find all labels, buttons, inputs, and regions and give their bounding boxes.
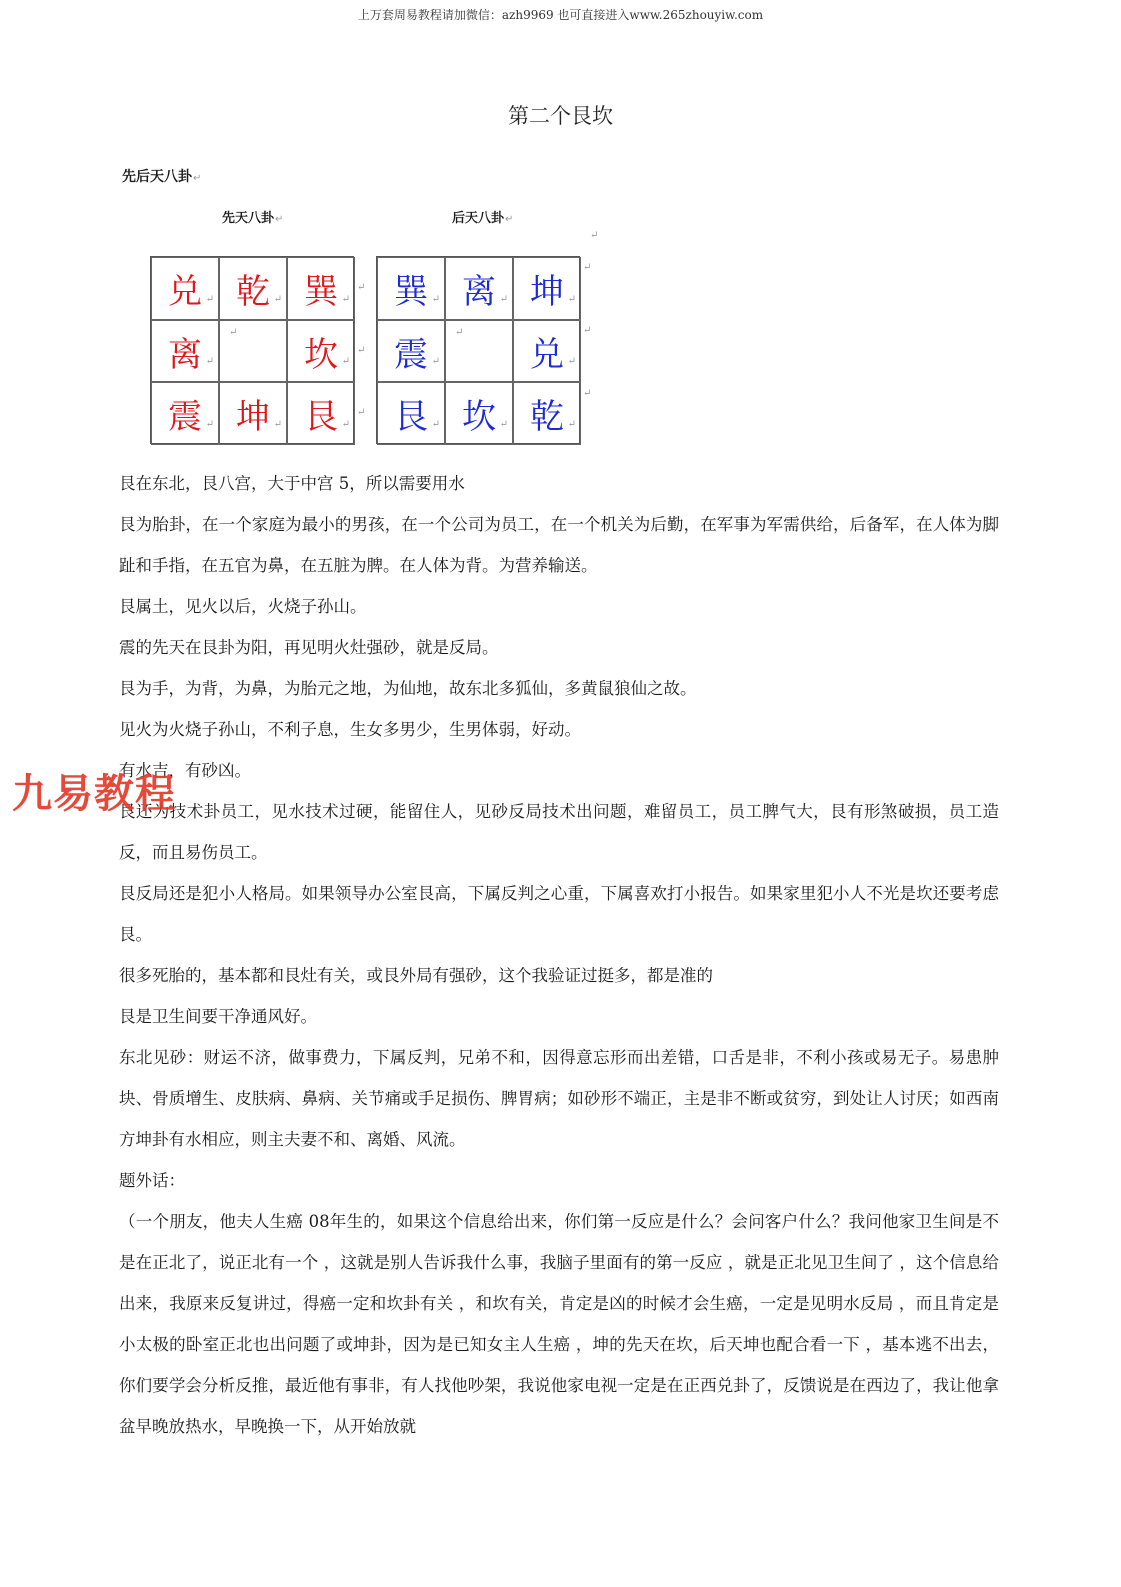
return-mark-icon: ↵ (499, 294, 508, 305)
return-mark-icon: ↵ (205, 356, 214, 367)
return-mark-icon: ↵ (455, 327, 464, 338)
return-mark-icon: ↵ (431, 356, 440, 367)
page-title: 第二个艮坎 (508, 104, 613, 128)
xiantian-cell-li (151, 320, 219, 382)
paragraph: 艮是卫生间要干净通风好。 (119, 1007, 317, 1026)
return-mark-icon: ↵ (431, 294, 440, 305)
xiantian-cell-xun (287, 257, 355, 320)
xiantian-label-text: 先天八卦 (222, 211, 275, 226)
paragraph: 东北见砂：财运不济，做事费力，下属反判，兄弟不和，因得意忘形而出差错，口舌是非，不利小孩或易无子。易患肿块、骨质增生、皮肤病、鼻病、关节痛或手足损伤、脾胃病；如砂形不端正，主是非不断或贫穷，到处让人讨厌；如西南方坤卦有水相应，则主夫妻不和、离婚、风流。 (119, 1048, 999, 1149)
return-mark-icon: ↵ (229, 327, 238, 338)
trigram-label: 坎 (462, 397, 496, 437)
trigram-label: 乾 (530, 397, 564, 437)
return-mark-icon: ↵ (273, 294, 282, 305)
return-mark-icon: ↵ (583, 262, 592, 273)
xiantian-label (222, 207, 283, 226)
return-mark-icon: ↵ (567, 419, 576, 430)
paragraph: 艮属土，见火以后，火烧子孙山。 (119, 597, 367, 616)
paragraph: 震的先天在艮卦为阳，再见明火灶强砂，就是反局。 (119, 638, 499, 657)
trigram-label: 艮 (304, 397, 338, 437)
trigram-label: 巽 (394, 272, 428, 312)
return-mark-icon: ↵ (505, 214, 514, 225)
trigram-label: 坎 (304, 334, 338, 375)
houtian-cell-center (445, 320, 513, 382)
body-text (119, 463, 999, 1447)
return-mark-icon: ↵ (567, 356, 576, 367)
return-mark-icon: ↵ (205, 419, 214, 430)
trigram-label: 坤 (530, 272, 564, 312)
trigram-label: 乾 (236, 272, 270, 312)
houtian-cell-zhen (377, 320, 445, 382)
return-mark-icon: ↵ (341, 356, 350, 367)
paragraph: 见火为火烧子孙山，不利子息，生女多男少，生男体弱，好动。 (119, 720, 581, 739)
return-mark-icon: ↵ (583, 325, 592, 336)
houtian-label-text: 后天八卦 (452, 211, 505, 226)
paragraph: 艮反局还是犯小人格局。如果领导办公室艮高，下属反判之心重，下属喜欢打小报告。如果家里犯小人不光是坎还要考虑艮。 (119, 884, 999, 944)
return-mark-icon: ↵ (273, 419, 282, 430)
return-mark-icon: ↵ (583, 388, 592, 399)
xiantian-cell-kan (287, 320, 355, 382)
houtian-cell-gen (377, 382, 445, 445)
return-mark-icon: ↵ (499, 419, 508, 430)
paragraph: 艮为手，为背，为鼻，为胎元之地，为仙地，故东北多狐仙，多黄鼠狼仙之故。 (119, 679, 697, 698)
paragraph: （一个朋友，他夫人生癌 08年生的，如果这个信息给出来，你们第一反应是什么？会问客户什么？我问他家卫生间是不是在正北了，说正北有一个 ，这就是别人告诉我什么事，我脑子里面有的第一反应 ，就是正北见卫生间了 ，这个信息给出来，我原来反复讲过，得癌一定和坎卦有关 ，和坎有关，肯定是凶的时候才会生癌，一定是见明水反局 ，而且肯定是小太极的卧室正北也出问题了或坤卦，因为是已知女主人生癌 ，坤的先天在坎，后天坤也配合看一下 ，基本逃不出去，你们要学会分析反推，最近他有事非，有人找他吵架，我说他家电视一定是在正西兑卦了，反馈说是在西边了，我让他拿盆早晚放热水，早晚换一下，从开始放就 (119, 1212, 999, 1436)
houtian-cell-xun (377, 257, 445, 320)
paragraph: 艮还为技术卦员工，见水技术过硬，能留住人，见砂反局技术出问题，难留员工，员工脾气大，艮有形煞破损，员工造反，而且易伤员工。 (119, 802, 999, 862)
xiantian-cell-kun (219, 382, 287, 445)
houtian-cell-li (445, 257, 513, 320)
trigram-label: 震 (394, 334, 428, 375)
return-mark-icon: ↵ (567, 294, 576, 305)
houtian-cell-dui (513, 320, 581, 382)
watermark-logo: 九易教程 (12, 771, 176, 817)
houtian-label (452, 207, 513, 226)
xiantian-grid (150, 256, 354, 444)
houtian-cell-kun (513, 257, 581, 320)
return-mark-icon: ↵ (205, 294, 214, 305)
return-mark-icon: ↵ (357, 407, 366, 418)
xiantian-cell-zhen (151, 382, 219, 445)
trigram-label: 巽 (304, 272, 338, 312)
trigram-label: 震 (168, 397, 202, 437)
trigram-label: 艮 (394, 397, 428, 437)
paragraph: 有水吉，有砂凶。 (119, 761, 251, 780)
xiantian-cell-dui (151, 257, 219, 320)
return-mark-icon: ↵ (357, 345, 366, 356)
return-mark-icon: ↵ (431, 419, 440, 430)
trigram-label: 兑 (168, 272, 202, 312)
trigram-label: 坤 (236, 397, 270, 437)
return-mark-icon: ↵ (341, 419, 350, 430)
return-mark-icon: ↵ (193, 173, 202, 184)
trigram-label: 离 (168, 334, 202, 375)
xiantian-cell-gen (287, 382, 355, 445)
trigram-label: 兑 (530, 334, 564, 375)
section-label-text: 先后天八卦 (122, 169, 192, 185)
header-note: 上万套周易教程请加微信：azh9969 也可直接进入www.265zhouyiw.com (357, 8, 764, 22)
xiantian-cell-center (219, 320, 287, 382)
trigram-label: 离 (462, 272, 496, 312)
return-mark-icon: ↵ (590, 230, 599, 241)
return-mark-icon: ↵ (341, 294, 350, 305)
return-mark-icon: ↵ (357, 282, 366, 293)
return-mark-icon: ↵ (275, 214, 284, 225)
section-label (122, 166, 201, 186)
paragraph: 艮在东北，艮八宫，大于中宫 5，所以需要用水 (119, 474, 465, 493)
houtian-cell-kan (445, 382, 513, 445)
xiantian-cell-qian (219, 257, 287, 320)
houtian-cell-qian (513, 382, 581, 445)
houtian-grid (376, 256, 580, 444)
paragraph: 题外话： (119, 1171, 185, 1190)
paragraph: 艮为胎卦，在一个家庭为最小的男孩，在一个公司为员工，在一个机关为后勤，在军事为军需供给，后备军，在人体为脚趾和手指，在五官为鼻，在五脏为脾。在人体为背。为营养输送。 (119, 515, 999, 575)
paragraph: 很多死胎的，基本都和艮灶有关，或艮外局有强砂，这个我验证过挺多，都是准的 (119, 966, 713, 985)
